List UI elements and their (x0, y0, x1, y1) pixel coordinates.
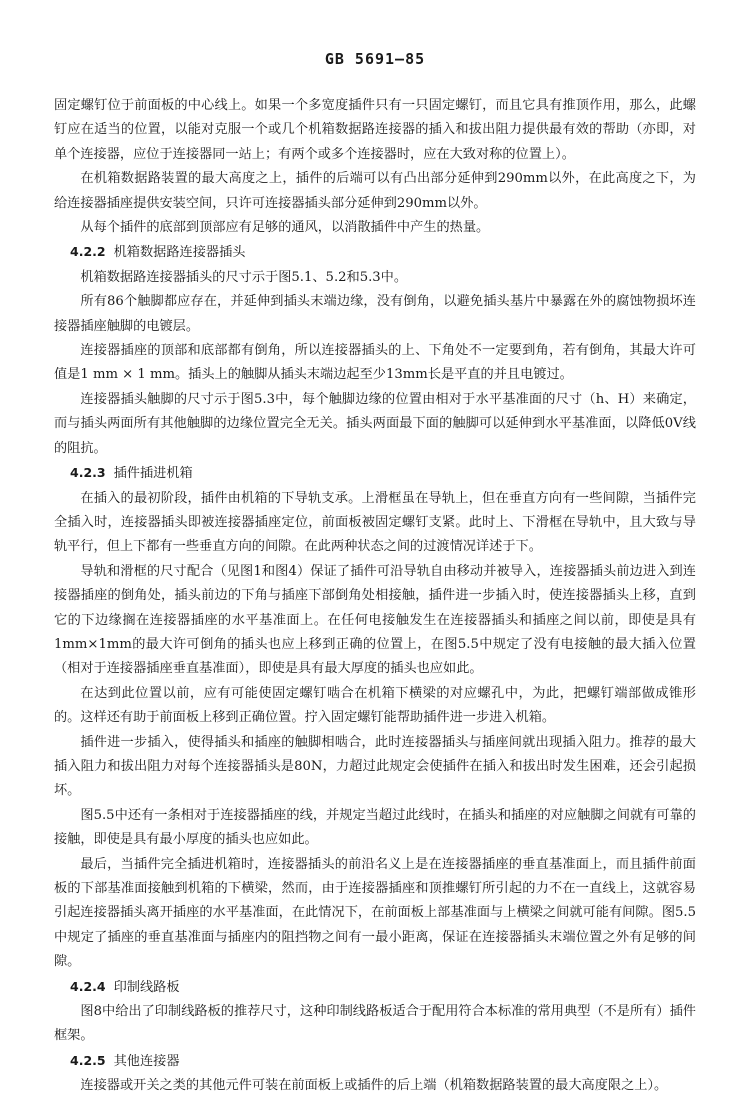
paragraph: 最后，当插件完全插进机箱时，连接器插头的前沿名义上是在连接器插座的垂直基准面上，而且插件前面板的下部基准面接触到机箱的下横梁，然而，由于连接器插座和顶推螺钉所引起的力不在一直线上，这就容易引起连接器插头离开插座的水平基准面，在此情况下，在前面板上部基准面与上横梁之间就可能有间隙。图5.5中规定了插座的垂直基准面与插座内的阻挡物之间有一最小距离，保证在连接器插头末端位置之外有足够的间隙。 (54, 856, 696, 970)
paragraph: 连接器或开关之类的其他元件可装在前面板上或插件的后上端（机箱数据路装置的最大高度限之上）。 (80, 1078, 668, 1094)
paragraph: 导轨和滑框的尺寸配合（见图1和图4）保证了插件可沿导轨自由移动并被导入，连接器插头前边进入到连接器插座的倒角处，插头前边的下角与插座下部倒角处相接触，插件进一步插入时，使连接器插头上移，直到它的下边缘搁在连接器插座的水平基准面上。在任何电接触发生在连接器插头和插座之间以前，即使是具有1mm×1mm的最大许可倒角的插头也应上移到正确的位置上，在图5.5中规定了没有电接触的最大插入位置（相对于连接器插座垂直基准面），即使是具有最大厚度的插头也应如此。 (54, 563, 696, 677)
paragraph: 机箱数据路连接器插头的尺寸示于图5.1、5.2和5.3中。 (80, 269, 408, 285)
paragraph: 在机箱数据路装置的最大高度之上，插件的后端可以有凸出部分延伸到290mm以外，在此高度之下，为给连接器插座提供安装空间，只许可连接器插头部分延伸到290mm以外。 (54, 171, 696, 211)
paragraph: 图8中给出了印制线路板的推荐尺寸，这种印制线路板适合于配用符合本标准的常用典型（不是所有）插件框架。 (54, 1004, 696, 1044)
section-title: 插件插进机箱 (113, 466, 193, 482)
section-title: 机箱数据路连接器插头 (113, 245, 246, 261)
section-title: 其他连接器 (113, 1053, 180, 1069)
section-heading (54, 1049, 696, 1074)
section-title: 印制线路板 (113, 979, 180, 995)
paragraph: 图5.5中还有一条相对于连接器插座的线，并规定当超过此线时，在插头和插座的对应触脚之间就有可靠的接触，即使是具有最小厚度的插头也应如此。 (54, 807, 696, 848)
paragraph: 在达到此位置以前，应有可能使固定螺钉啮合在机箱下横梁的对应螺孔中，为此，把螺钉端部做成锥形的。这样还有助于前面板上移到正确位置。拧入固定螺钉能帮助插件进一步进入机箱。 (54, 685, 696, 726)
paragraph: 在插入的最初阶段，插件由机箱的下导轨支承。上滑框虽在导轨上，但在垂直方向有一些间隙，当插件完全插入时，连接器插头即被连接器插座定位，前面板被固定螺钉支紧。此时上、下滑框在导轨中，且大致与导轨平行，但上下都有一些垂直方向的间隙。在此两种状态之间的过渡情况详述于下。 (54, 490, 696, 555)
paragraph: 连接器插头触脚的尺寸示于图5.3中，每个触脚边缘的位置由相对于水平基准面的尺寸（h、H）来确定，而与插头两面所有其他触脚的边缘位置完全无关。插头两面最下面的触脚可以延伸到水平基准面，以降低0V线的阻抗。 (54, 391, 696, 456)
section-heading (54, 975, 696, 1000)
section-number: 4.2.5 (70, 1052, 106, 1068)
page-header: GB 5691—85 (324, 50, 426, 68)
section-heading (54, 461, 696, 486)
section-number: 4.2.2 (70, 244, 106, 260)
paragraph: 所有86个触脚都应存在，并延伸到插头末端边缘，没有倒角，以避免插头基片中暴露在外的腐蚀物损坏连接器插座触脚的电镀层。 (54, 294, 696, 334)
section-number: 4.2.3 (70, 465, 106, 481)
paragraph: 固定螺钉位于前面板的中心线上。如果一个多宽度插件只有一只固定螺钉，而且它具有推顶作用，那么，此螺钉应在适当的位置，以能对克服一个或几个机箱数据路连接器的插入和拔出阻力提供最有效的帮助（亦即，对单个连接器，应位于连接器同一站上；有两个或多个连接器时，应在大致对称的位置上）。 (54, 98, 696, 162)
paragraph: 连接器插座的顶部和底部都有倒角，所以连接器插头的上、下角处不一定要到角，若有倒角，其最大许可值是1 mm × 1 mm。插头上的触脚从插头末端边起至少13mm长是平直的并且电镀过。 (54, 343, 696, 383)
section-number: 4.2.4 (70, 978, 106, 994)
section-heading (54, 240, 696, 265)
paragraph: 从每个插件的底部到顶部应有足够的通风，以消散插件中产生的热量。 (80, 220, 490, 236)
paragraph: 插件进一步插入，使得插头和插座的触脚相啮合，此时连接器插头与插座间就出现插入阻力。推荐的最大插入阻力和拔出阻力对每个连接器插头是80N，力超过此规定会使插件在插入和拔出时发生困难，还会引起损坏。 (54, 734, 696, 799)
document-body (54, 94, 696, 1099)
